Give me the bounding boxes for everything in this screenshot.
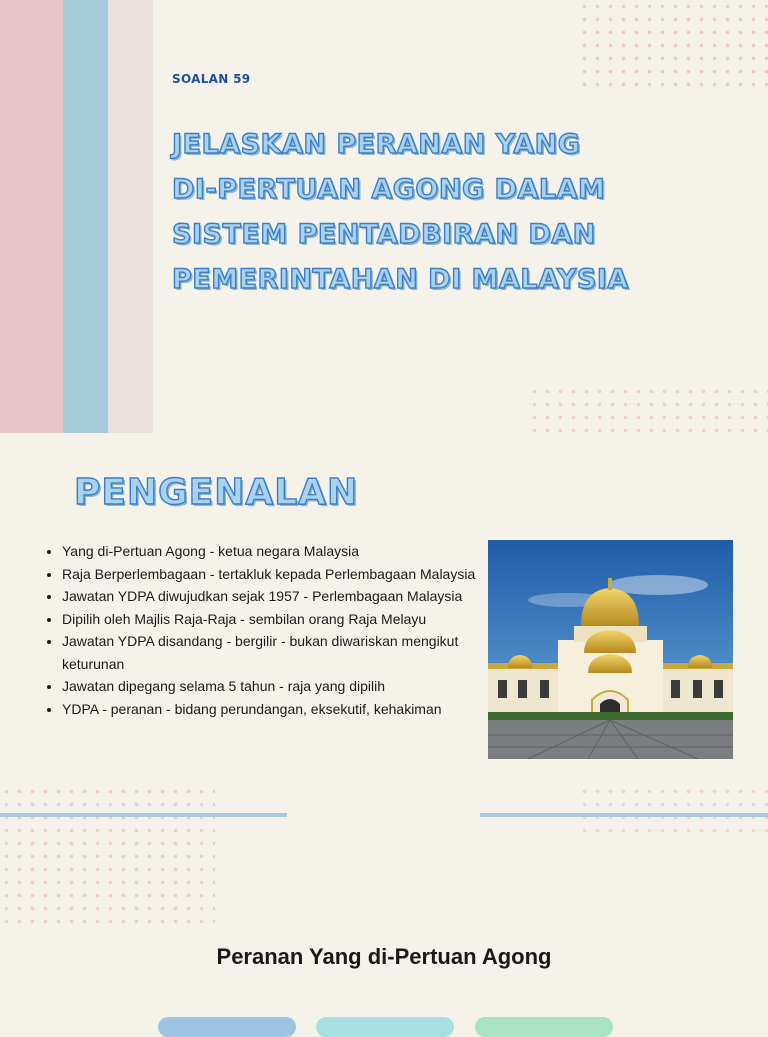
decor-dots-lower-left: [0, 785, 215, 925]
title-line: PEMERINTAHAN DI MALAYSIA: [172, 264, 629, 295]
palace-photo-illustration: [488, 540, 733, 759]
decor-stripe-pink: [0, 0, 63, 433]
decor-pill-green: [475, 1017, 613, 1037]
palace-photo: [488, 540, 733, 759]
title-line: DI-PERTUAN AGONG DALAM: [172, 174, 606, 205]
decor-dots-mid-right: [528, 385, 768, 435]
list-item: • Dipilih oleh Majlis Raja-Raja - sembilan orang Raja Melayu: [62, 608, 482, 631]
decor-dots-top-right: [578, 0, 768, 95]
list-item: • YDPA - peranan - bidang perundangan, eksekutif, kehakiman: [62, 698, 482, 721]
divider-line-left: [0, 813, 287, 817]
decor-dots-lower-right: [578, 785, 768, 835]
section-heading: Peranan Yang di-Pertuan Agong: [216, 944, 552, 969]
decor-pill-blue: [158, 1017, 296, 1037]
decor-stripe-blue: [63, 0, 108, 433]
title-line: SISTEM PENTADBIRAN DAN: [172, 219, 596, 250]
decor-pill-teal: [316, 1017, 454, 1037]
list-item: • Jawatan YDPA diwujudkan sejak 1957 - Perlembagaan Malaysia: [62, 585, 482, 608]
list-item: • Raja Berperlembagaan - tertakluk kepada Perlembagaan Malaysia: [62, 563, 482, 586]
title-line: JELASKAN PERANAN YANG: [172, 129, 581, 160]
divider-line-right: [480, 813, 768, 817]
decor-stripe-beige: [108, 0, 153, 433]
question-number-label: SOALAN 59: [172, 72, 251, 86]
list-item: • Yang di-Pertuan Agong - ketua negara Malaysia: [62, 540, 482, 563]
page-title: [172, 122, 732, 302]
intro-bullet-list: [46, 540, 482, 720]
list-item: • Jawatan dipegang selama 5 tahun - raja yang dipilih: [62, 675, 482, 698]
intro-heading: PENGENALAN: [74, 472, 359, 513]
list-item: • Jawatan YDPA disandang - bergilir - bukan diwariskan mengikut keturunan: [62, 630, 482, 675]
